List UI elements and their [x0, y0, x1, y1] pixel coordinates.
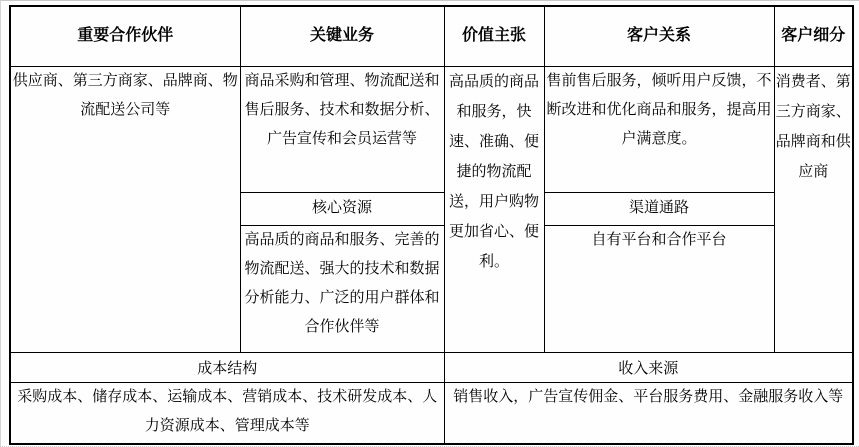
cell-customer-segments-body: 消费者、第三方商家、品牌商和供应商	[774, 66, 853, 352]
header-customer-segments: 客户细分	[774, 6, 853, 66]
body-top-row	[10, 66, 853, 192]
cell-value-proposition-body: 高品质的商品和服务，快速、准确、便捷的物流配送，用户购物更加省心、便利。	[444, 66, 544, 352]
business-model-canvas-table	[9, 5, 854, 445]
header-key-partners: 重要合作伙伴	[10, 6, 240, 66]
cell-customer-relations-body: 售前售后服务，倾听用户反馈，不断改进和优化商品和服务，提高用户满意度。	[544, 66, 774, 192]
cell-cost-structure-body: 采购成本、储存成本、运输成本、营销成本、技术研发成本、人力资源成本、管理成本等	[10, 382, 444, 444]
cell-key-activities-body: 商品采购和管理、物流配送和售后服务、技术和数据分析、广告宣传和会员运营等	[240, 66, 444, 192]
sub-header-core-resources: 核心资源	[240, 192, 444, 225]
header-row	[10, 6, 853, 66]
cell-channels-body: 自有平台和合作平台	[544, 225, 774, 352]
header-key-activities: 关键业务	[240, 6, 444, 66]
cell-core-resources-body: 高品质的商品和服务、完善的物流配送、强大的技术和数据分析能力、广泛的用户群体和合作伙伴等	[240, 225, 444, 352]
cell-revenue-streams-body: 销售收入，广告宣传佣金、平台服务费用、金融服务收入等	[444, 382, 853, 444]
section-header-revenue-streams: 收入来源	[444, 352, 853, 382]
cell-key-partners-body: 供应商、第三方商家、品牌商、物流配送公司等	[10, 66, 240, 352]
section-header-row	[10, 352, 853, 382]
header-customer-relations: 客户关系	[544, 6, 774, 66]
section-header-cost-structure: 成本结构	[10, 352, 444, 382]
header-value-proposition: 价值主张	[444, 6, 544, 66]
sub-header-channels: 渠道通路	[544, 192, 774, 225]
section-body-row	[10, 382, 853, 444]
